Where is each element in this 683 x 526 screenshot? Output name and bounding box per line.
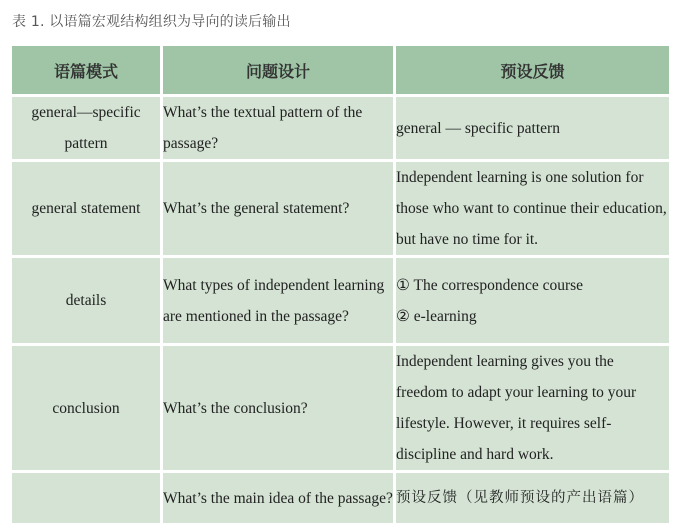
mode-cell: conclusion (12, 346, 163, 473)
feedback-cell: general — specific pattern (396, 97, 669, 162)
table-row (12, 97, 669, 162)
mode-cell (12, 473, 163, 526)
feedback-line: ① The correspondence course (396, 276, 584, 294)
question-cell: What’s the main idea of the passage? (163, 473, 396, 526)
header-expected-feedback: 预设反馈 (396, 46, 669, 97)
header-discourse-mode: 语篇模式 (12, 46, 163, 97)
feedback-cell (396, 258, 669, 346)
reading-output-table (12, 46, 669, 526)
feedback-cell: Independent learning is one solution for those who want to continue their education, but have no time for it. (396, 162, 669, 258)
question-cell: What types of independent learning are mentioned in the passage? (163, 258, 396, 346)
question-cell: What’s the conclusion? (163, 346, 396, 473)
table-row (12, 473, 669, 526)
question-cell: What’s the general statement? (163, 162, 396, 258)
mode-cell: general—specific pattern (12, 97, 163, 162)
table-row (12, 162, 669, 258)
table-row (12, 346, 669, 473)
feedback-line: ② e-learning (396, 307, 477, 325)
table-row (12, 258, 669, 346)
mode-cell: details (12, 258, 163, 346)
table-caption: 表 1. 以语篇宏观结构组织为导向的读后输出 (12, 14, 291, 30)
question-cell: What’s the textual pattern of the passage? (163, 97, 396, 162)
table-header-row (12, 46, 669, 97)
feedback-cell: Independent learning gives you the freedom to adapt your learning to your lifestyle. However, it requires self-discipline and hard work. (396, 346, 669, 473)
mode-cell: general statement (12, 162, 163, 258)
header-question-design: 问题设计 (163, 46, 396, 97)
feedback-cell: 预设反馈（见教师预设的产出语篇） (396, 473, 669, 526)
